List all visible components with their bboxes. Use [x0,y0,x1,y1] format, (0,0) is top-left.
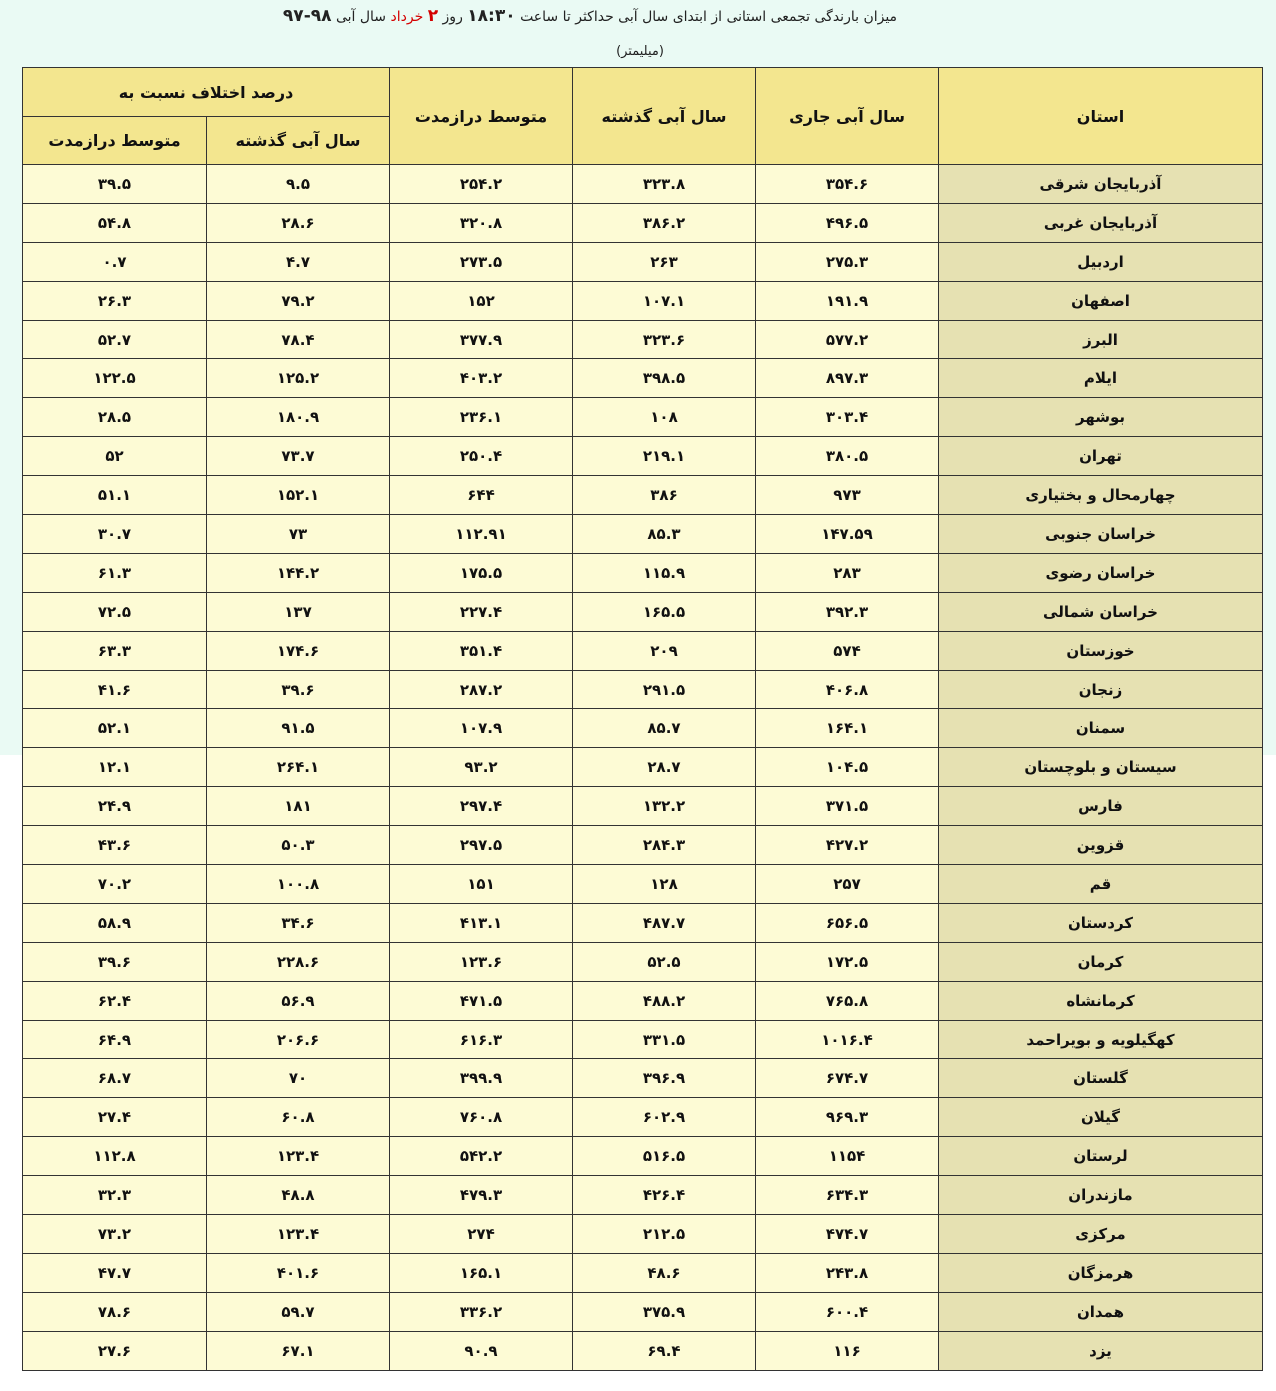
current-year-cell: ۶۰۰.۴ [756,1292,939,1331]
diff-long-term-cell: ۶۱.۳ [23,553,207,592]
long-term-cell: ۱۵۱ [390,865,573,904]
title-day: ۲ [427,6,439,26]
diff-long-term-cell: ۲۴.۹ [23,787,207,826]
long-term-cell: ۶۱۶.۳ [390,1020,573,1059]
last-year-cell: ۴۸۷.۷ [573,903,756,942]
diff-last-year-cell: ۲۶۴.۱ [207,748,390,787]
province-cell: کرمانشاه [939,981,1263,1020]
last-year-cell: ۵۱۶.۵ [573,1137,756,1176]
last-year-cell: ۳۷۵.۹ [573,1292,756,1331]
province-cell: کرمان [939,942,1263,981]
diff-long-term-cell: ۶۲.۴ [23,981,207,1020]
last-year-cell: ۳۲۳.۸ [573,165,756,204]
diff-last-year-cell: ۷۰ [207,1059,390,1098]
table-row [23,670,1263,709]
diff-last-year-cell: ۱۰۰.۸ [207,865,390,904]
title-text-3: سال آبی [335,9,387,25]
province-cell: فارس [939,787,1263,826]
long-term-cell: ۳۲۰.۸ [390,203,573,242]
table-row [23,398,1263,437]
col-header-province: استان [939,68,1263,165]
long-term-cell: ۷۶۰.۸ [390,1098,573,1137]
table-row [23,553,1263,592]
diff-last-year-cell: ۱۷۴.۶ [207,631,390,670]
current-year-cell: ۱۷۲.۵ [756,942,939,981]
current-year-cell: ۳۸۰.۵ [756,437,939,476]
long-term-cell: ۳۳۶.۲ [390,1292,573,1331]
current-year-cell: ۲۸۳ [756,553,939,592]
diff-long-term-cell: ۶۳.۳ [23,631,207,670]
current-year-cell: ۹۷۳ [756,476,939,515]
col-header-diff-group: درصد اختلاف نسبت به [23,68,390,117]
table-row [23,515,1263,554]
current-year-cell: ۱۱۶ [756,1331,939,1370]
diff-last-year-cell: ۷۹.۲ [207,281,390,320]
col-header-long-term: متوسط درازمدت [390,68,573,165]
long-term-cell: ۳۵۱.۴ [390,631,573,670]
diff-long-term-cell: ۵۸.۹ [23,903,207,942]
table-row [23,748,1263,787]
diff-last-year-cell: ۱۲۳.۴ [207,1137,390,1176]
diff-long-term-cell: ۴۳.۶ [23,826,207,865]
current-year-cell: ۴۰۶.۸ [756,670,939,709]
diff-last-year-cell: ۲۸.۶ [207,203,390,242]
diff-last-year-cell: ۲۰۶.۶ [207,1020,390,1059]
province-cell: سمنان [939,709,1263,748]
current-year-cell: ۵۷۷.۲ [756,320,939,359]
current-year-cell: ۱۰۱۶.۴ [756,1020,939,1059]
diff-last-year-cell: ۲۲۸.۶ [207,942,390,981]
province-cell: آذربایجان شرقی [939,165,1263,204]
current-year-cell: ۳۹۲.۳ [756,592,939,631]
diff-long-term-cell: ۵۲.۷ [23,320,207,359]
diff-last-year-cell: ۱۲۳.۴ [207,1215,390,1254]
long-term-cell: ۲۳۶.۱ [390,398,573,437]
table-row [23,1292,1263,1331]
diff-long-term-cell: ۵۲ [23,437,207,476]
diff-last-year-cell: ۴۰۱.۶ [207,1253,390,1292]
current-year-cell: ۱۱۵۴ [756,1137,939,1176]
province-cell: خراسان رضوی [939,553,1263,592]
long-term-cell: ۱۰۷.۹ [390,709,573,748]
current-year-cell: ۳۰۳.۴ [756,398,939,437]
diff-last-year-cell: ۵۰.۳ [207,826,390,865]
diff-long-term-cell: ۲۶.۳ [23,281,207,320]
province-cell: آذربایجان غربی [939,203,1263,242]
province-cell: همدان [939,1292,1263,1331]
diff-long-term-cell: ۱۲.۱ [23,748,207,787]
diff-last-year-cell: ۵۹.۷ [207,1292,390,1331]
diff-last-year-cell: ۱۵۲.۱ [207,476,390,515]
diff-long-term-cell: ۰.۷ [23,242,207,281]
current-year-cell: ۲۵۷ [756,865,939,904]
col-header-diff-long-term: متوسط درازمدت [23,117,207,165]
long-term-cell: ۲۸۷.۲ [390,670,573,709]
rainfall-table [22,67,1263,1371]
last-year-cell: ۲۸۴.۳ [573,826,756,865]
last-year-cell: ۴۲۶.۴ [573,1176,756,1215]
last-year-cell: ۳۳۱.۵ [573,1020,756,1059]
province-cell: گیلان [939,1098,1263,1137]
unit-label: (میلیمتر) [616,44,664,59]
col-header-current-year: سال آبی جاری [756,68,939,165]
table-row [23,320,1263,359]
table-row [23,203,1263,242]
diff-long-term-cell: ۳۲.۳ [23,1176,207,1215]
last-year-cell: ۲۱۹.۱ [573,437,756,476]
title-text-2: روز [442,9,463,25]
province-cell: مرکزی [939,1215,1263,1254]
province-cell: خراسان شمالی [939,592,1263,631]
diff-long-term-cell: ۳۰.۷ [23,515,207,554]
diff-last-year-cell: ۴۸.۸ [207,1176,390,1215]
province-cell: مازندران [939,1176,1263,1215]
current-year-cell: ۱۴۷.۵۹ [756,515,939,554]
province-cell: زنجان [939,670,1263,709]
last-year-cell: ۸۵.۷ [573,709,756,748]
table-row [23,437,1263,476]
long-term-cell: ۱۲۳.۶ [390,942,573,981]
table-row [23,981,1263,1020]
diff-last-year-cell: ۳۹.۶ [207,670,390,709]
last-year-cell: ۲۶۳ [573,242,756,281]
long-term-cell: ۳۷۷.۹ [390,320,573,359]
current-year-cell: ۸۹۷.۳ [756,359,939,398]
province-cell: چهارمحال و بختیاری [939,476,1263,515]
diff-long-term-cell: ۵۴.۸ [23,203,207,242]
long-term-cell: ۳۹۹.۹ [390,1059,573,1098]
province-cell: البرز [939,320,1263,359]
table-row [23,709,1263,748]
current-year-cell: ۴۹۶.۵ [756,203,939,242]
last-year-cell: ۱۲۸ [573,865,756,904]
province-cell: ایلام [939,359,1263,398]
last-year-cell: ۱۶۵.۵ [573,592,756,631]
diff-last-year-cell: ۵۶.۹ [207,981,390,1020]
diff-long-term-cell: ۲۷.۴ [23,1098,207,1137]
province-cell: کردستان [939,903,1263,942]
province-cell: قزوین [939,826,1263,865]
last-year-cell: ۴۸۸.۲ [573,981,756,1020]
table-row [23,1137,1263,1176]
last-year-cell: ۲۹۱.۵ [573,670,756,709]
diff-long-term-cell: ۱۱۲.۸ [23,1137,207,1176]
last-year-cell: ۸۵.۳ [573,515,756,554]
long-term-cell: ۴۷۱.۵ [390,981,573,1020]
diff-last-year-cell: ۱۳۷ [207,592,390,631]
diff-last-year-cell: ۷۳ [207,515,390,554]
current-year-cell: ۶۵۶.۵ [756,903,939,942]
table-row [23,1059,1263,1098]
long-term-cell: ۴۱۳.۱ [390,903,573,942]
current-year-cell: ۳۷۱.۵ [756,787,939,826]
province-cell: اردبیل [939,242,1263,281]
last-year-cell: ۱۰۸ [573,398,756,437]
table-row [23,165,1263,204]
current-year-cell: ۷۶۵.۸ [756,981,939,1020]
current-year-cell: ۱۶۴.۱ [756,709,939,748]
last-year-cell: ۱۱۵.۹ [573,553,756,592]
long-term-cell: ۲۵۴.۲ [390,165,573,204]
current-year-cell: ۶۳۴.۳ [756,1176,939,1215]
table-row [23,631,1263,670]
diff-long-term-cell: ۲۸.۵ [23,398,207,437]
diff-last-year-cell: ۱۸۱ [207,787,390,826]
current-year-cell: ۵۷۴ [756,631,939,670]
long-term-cell: ۲۷۴ [390,1215,573,1254]
diff-last-year-cell: ۱۸۰.۹ [207,398,390,437]
current-year-cell: ۱۹۱.۹ [756,281,939,320]
diff-long-term-cell: ۱۲۲.۵ [23,359,207,398]
long-term-cell: ۲۵۰.۴ [390,437,573,476]
table-row [23,1215,1263,1254]
table-row [23,1176,1263,1215]
current-year-cell: ۲۷۵.۳ [756,242,939,281]
province-cell: خراسان جنوبی [939,515,1263,554]
table-row [23,787,1263,826]
province-cell: قم [939,865,1263,904]
table-row [23,1098,1263,1137]
province-cell: تهران [939,437,1263,476]
diff-long-term-cell: ۵۲.۱ [23,709,207,748]
long-term-cell: ۴۰۳.۲ [390,359,573,398]
table-row [23,281,1263,320]
long-term-cell: ۶۴۴ [390,476,573,515]
diff-long-term-cell: ۷۳.۲ [23,1215,207,1254]
diff-last-year-cell: ۷۸.۴ [207,320,390,359]
province-cell: یزد [939,1331,1263,1370]
last-year-cell: ۳۹۶.۹ [573,1059,756,1098]
table-row [23,1020,1263,1059]
long-term-cell: ۱۵۲ [390,281,573,320]
last-year-cell: ۲۸.۷ [573,748,756,787]
province-cell: سیستان و بلوچستان [939,748,1263,787]
diff-long-term-cell: ۷۲.۵ [23,592,207,631]
table-row [23,942,1263,981]
table-row [23,592,1263,631]
current-year-cell: ۲۴۳.۸ [756,1253,939,1292]
province-cell: خوزستان [939,631,1263,670]
last-year-cell: ۳۲۳.۶ [573,320,756,359]
table-row [23,865,1263,904]
page-title [0,6,1180,26]
diff-long-term-cell: ۴۱.۶ [23,670,207,709]
last-year-cell: ۵۲.۵ [573,942,756,981]
col-header-diff-last-year: سال آبی گذشته [207,117,390,165]
diff-last-year-cell: ۷۳.۷ [207,437,390,476]
table-body [23,165,1263,1371]
province-cell: لرستان [939,1137,1263,1176]
last-year-cell: ۱۰۷.۱ [573,281,756,320]
diff-long-term-cell: ۳۹.۵ [23,165,207,204]
diff-last-year-cell: ۳۴.۶ [207,903,390,942]
table-row [23,1253,1263,1292]
long-term-cell: ۵۴۲.۲ [390,1137,573,1176]
long-term-cell: ۹۳.۲ [390,748,573,787]
last-year-cell: ۳۸۶.۲ [573,203,756,242]
diff-long-term-cell: ۷۰.۲ [23,865,207,904]
current-year-cell: ۴۲۷.۲ [756,826,939,865]
title-year: ۹۸-۹۷ [282,6,332,26]
long-term-cell: ۱۶۵.۱ [390,1253,573,1292]
last-year-cell: ۳۹۸.۵ [573,359,756,398]
diff-long-term-cell: ۲۷.۶ [23,1331,207,1370]
current-year-cell: ۱۰۴.۵ [756,748,939,787]
diff-long-term-cell: ۶۸.۷ [23,1059,207,1098]
long-term-cell: ۱۷۵.۵ [390,553,573,592]
diff-long-term-cell: ۶۴.۹ [23,1020,207,1059]
table-row [23,826,1263,865]
long-term-cell: ۱۱۲.۹۱ [390,515,573,554]
table-row [23,903,1263,942]
diff-long-term-cell: ۴۷.۷ [23,1253,207,1292]
diff-last-year-cell: ۶۷.۱ [207,1331,390,1370]
province-cell: هرمزگان [939,1253,1263,1292]
province-cell: کهگیلویه و بویراحمد [939,1020,1263,1059]
col-header-last-year: سال آبی گذشته [573,68,756,165]
last-year-cell: ۲۰۹ [573,631,756,670]
province-cell: گلستان [939,1059,1263,1098]
diff-long-term-cell: ۷۸.۶ [23,1292,207,1331]
diff-long-term-cell: ۵۱.۱ [23,476,207,515]
diff-last-year-cell: ۹۱.۵ [207,709,390,748]
diff-last-year-cell: ۶۰.۸ [207,1098,390,1137]
current-year-cell: ۹۶۹.۳ [756,1098,939,1137]
table-row [23,476,1263,515]
last-year-cell: ۳۸۶ [573,476,756,515]
diff-last-year-cell: ۱۴۴.۲ [207,553,390,592]
current-year-cell: ۶۷۴.۷ [756,1059,939,1098]
last-year-cell: ۴۸.۶ [573,1253,756,1292]
long-term-cell: ۲۹۷.۴ [390,787,573,826]
last-year-cell: ۶۹.۴ [573,1331,756,1370]
province-cell: بوشهر [939,398,1263,437]
table-row [23,359,1263,398]
long-term-cell: ۴۷۹.۳ [390,1176,573,1215]
diff-long-term-cell: ۳۹.۶ [23,942,207,981]
long-term-cell: ۹۰.۹ [390,1331,573,1370]
table-row [23,242,1263,281]
last-year-cell: ۲۱۲.۵ [573,1215,756,1254]
last-year-cell: ۶۰۲.۹ [573,1098,756,1137]
diff-last-year-cell: ۱۲۵.۲ [207,359,390,398]
long-term-cell: ۲۹۷.۵ [390,826,573,865]
last-year-cell: ۱۳۲.۲ [573,787,756,826]
title-time: ۱۸:۳۰ [467,6,516,26]
diff-last-year-cell: ۹.۵ [207,165,390,204]
current-year-cell: ۴۷۴.۷ [756,1215,939,1254]
current-year-cell: ۳۵۴.۶ [756,165,939,204]
title-month: خرداد [390,9,424,25]
province-cell: اصفهان [939,281,1263,320]
diff-last-year-cell: ۴.۷ [207,242,390,281]
title-text-1: میزان بارندگی تجمعی استانی از ابتدای سال آبی حداکثر تا ساعت [520,9,898,25]
long-term-cell: ۲۲۷.۴ [390,592,573,631]
table-row [23,1331,1263,1370]
long-term-cell: ۲۷۳.۵ [390,242,573,281]
